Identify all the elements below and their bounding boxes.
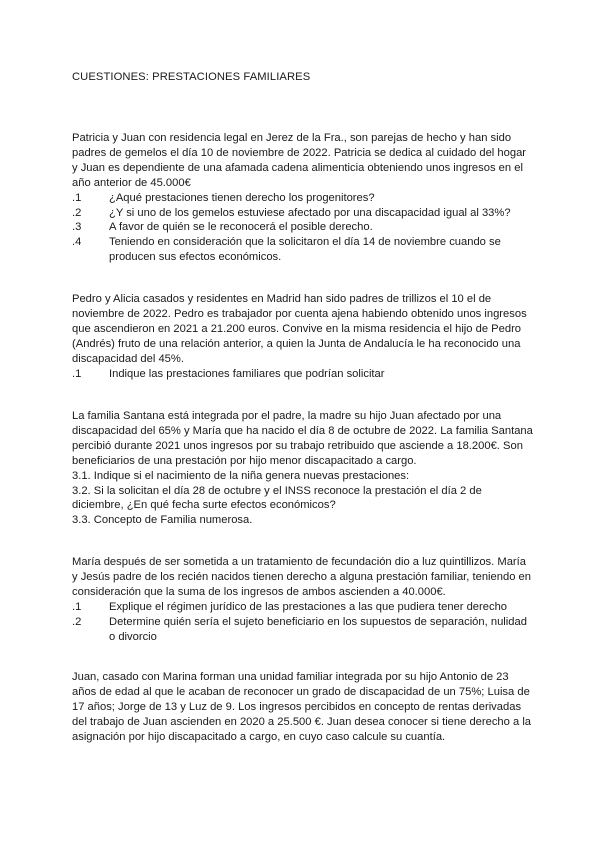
question-text: Teniendo en consideración que la solicitaron el día 14 de noviembre cuando se producen sus efectos económicos. [109,236,501,264]
question-text: ¿Aqué prestaciones tienen derecho los progenitores? [109,191,375,204]
case-1-question-3 [72,220,534,235]
case-2-question-1 [72,367,534,382]
case-1-question-2 [72,206,534,221]
case-4-question-2 [72,615,534,645]
case-1-question-4 [72,235,534,265]
case-3-question-1: 3.1. Indique si el nacimiento de la niña genera nuevas prestaciones: [72,469,410,482]
case-4-statement: María después de ser sometida a un tratamiento de fecundación dio a luz quintillizos. María y Jesús padre de los recién nacidos tienen derecho a alguna prestación familiar, teniendo en consideración que la suma de los ingresos de ambos ascienden a 40.000€. [72,556,531,598]
case-5 [72,670,534,745]
case-1-question-1 [72,191,534,206]
case-3-statement: La familia Santana está integrada por el padre, la madre su hijo Juan afectado por una discapacidad del 65% y María que ha nacido el día 8 de octubre de 2022. La familia Santana percibió durante 2021 unos ingresos por su trabajo retribuido que asciende a 18.200€. Son beneficiarios de una prestación por hijo menor discapacitado a cargo. [72,410,533,467]
question-text: Determine quién sería el sujeto beneficiario en los supuestos de separación, nulidad o divorcio [109,615,527,643]
question-number: .2 [72,615,82,628]
case-4-question-1 [72,600,534,615]
question-number: .3 [72,221,82,234]
case-4 [72,555,534,644]
case-1-statement: Patricia y Juan con residencia legal en Jerez de la Fra., son parejas de hecho y han sido padres de gemelos el día 10 de noviembre de 2022. Patricia se dedica al cuidado del hogar y Juan es dependiente de una afamada cadena alimenticia obteniendo unos ingresos en el año anterior de 45.000€ [72,132,527,189]
question-text: Indique las prestaciones familiares que podrían solicitar [109,367,385,380]
question-text: ¿Y si uno de los gemelos estuviese afectado por una discapacidad igual al 33%? [109,206,511,219]
case-2 [72,292,534,381]
question-text: A favor de quién se le reconocerá el posible derecho. [109,221,373,234]
question-text: Explique el régimen jurídico de las prestaciones a las que pudiera tener derecho [109,600,508,613]
question-number: .1 [72,367,82,380]
page-title: CUESTIONES: PRESTACIONES FAMILIARES [72,71,311,83]
question-number: .2 [72,206,82,219]
case-3-question-3: 3.3. Concepto de Familia numerosa. [72,514,253,527]
question-number: .1 [72,191,82,204]
question-number: .1 [72,600,82,613]
case-3-question-2: 3.2. Si la solicitan el día 28 de octubre y el INSS reconoce la prestación el día 2 de diciembre, ¿En qué fecha surte efectos económicos? [72,484,482,512]
question-number: .4 [72,236,82,249]
case-5-statement: Juan, casado con Marina forman una unidad familiar integrada por su hijo Antonio de 23 años de edad al que le acaban de reconocer un grado de discapacidad de un 75%; Luisa de 17 años; Jorge de 13 y Luz de 9. Los ingresos percibidos en concepto de rentas derivadas del trabajo de Juan ascienden en 2020 a 25.500 €. Juan desea conocer si tiene derecho a la asignación por hijo discapacitado a cargo, en cuyo caso calcule su cuantía. [72,671,532,743]
case-1 [72,131,534,265]
case-2-statement: Pedro y Alicia casados y residentes en Madrid han sido padres de trillizos el 10 el de noviembre de 2022. Pedro es trabajador por cuenta ajena habiendo obtenido unos ingresos que ascendieron en 2021 a 21.200 euros. Convive en la misma residencia el hijo de Pedro (Andrés) fruto de una relación anterior, a quien la Junta de Andalucía le ha reconocido una discapacidad del 45%. [72,293,527,365]
case-3 [72,409,534,528]
